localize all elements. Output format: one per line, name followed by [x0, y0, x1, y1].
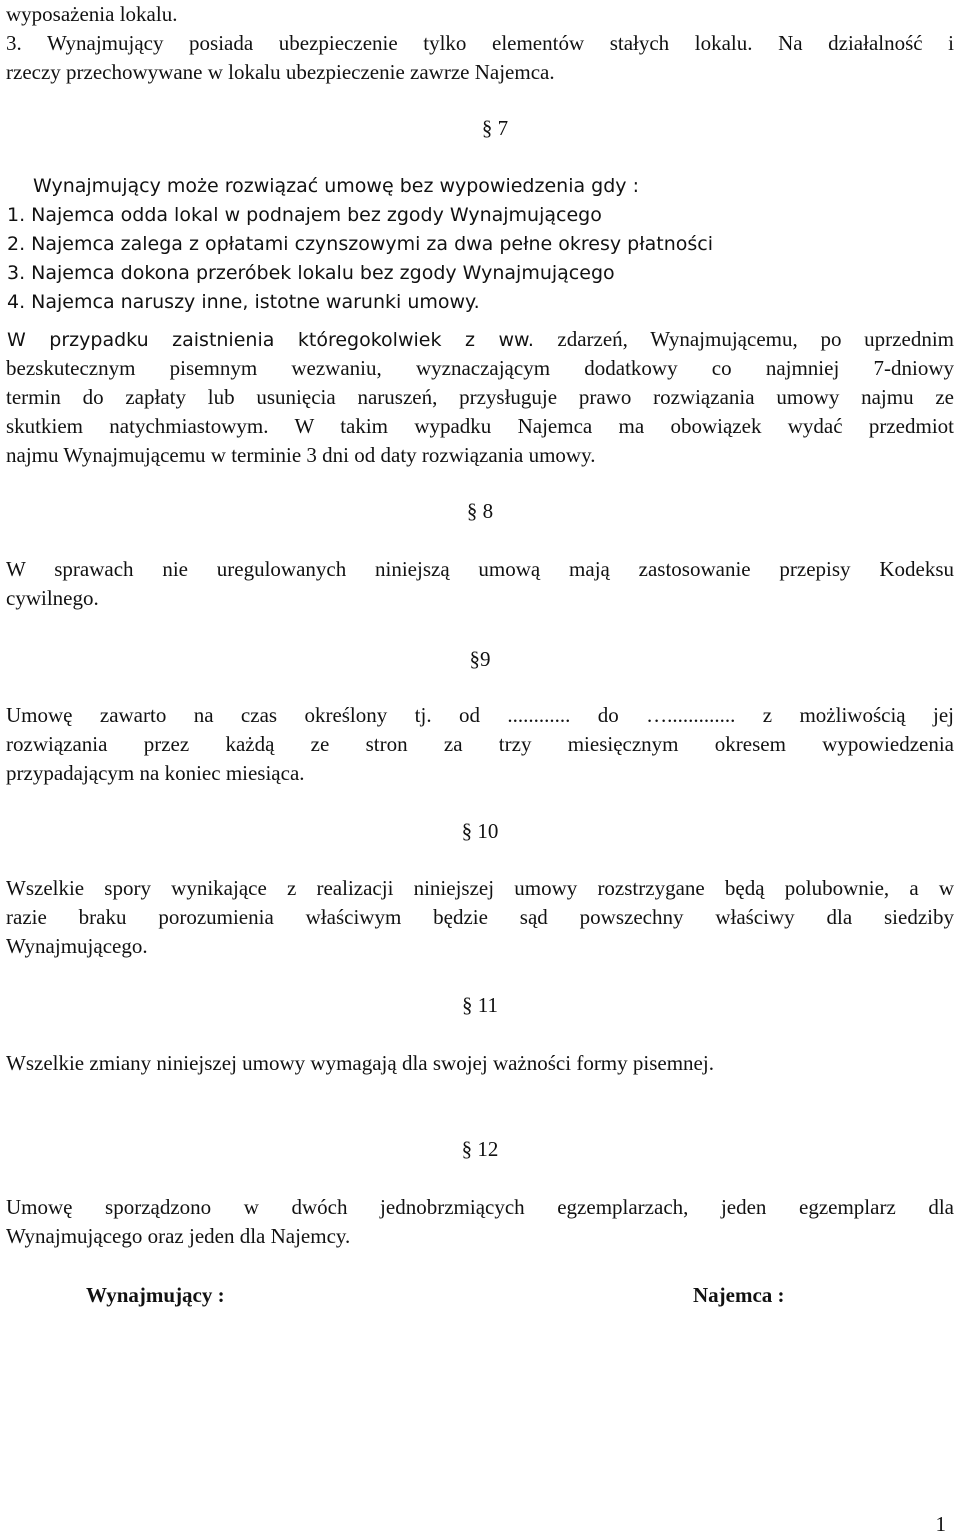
text-line: Wynajmujący może rozwiązać umowę bez wypowiedzenia gdy : [33, 175, 639, 197]
text-line: cywilnego. [6, 586, 99, 610]
text-line: wyposażenia lokalu. [6, 2, 178, 26]
text-line: rzeczy przechowywane w lokalu ubezpieczenie zawrze Najemca. [6, 60, 555, 84]
text-line: Wszelkie spory wynikające z realizacji niniejszej umowy rozstrzygane będą polubownie, a w [6, 876, 954, 900]
list-item: 1. Najemca odda lokal w podnajem bez zgody Wynajmującego [7, 204, 602, 226]
section-heading-8: § 8 [466, 499, 494, 523]
section-heading-11: § 11 [462, 993, 498, 1017]
text-line: Wynajmującego oraz jeden dla Najemcy. [6, 1224, 351, 1248]
text-line: termin do zapłaty lub usunięcia naruszeń, przysługuje prawo rozwiązania umowy najmu ze [6, 385, 954, 409]
list-item: 3. Najemca dokona przeróbek lokalu bez zgody Wynajmującego [7, 262, 615, 284]
text-line: bezskutecznym pisemnym wezwaniu, wyznaczającym dodatkowy co najmniej 7-dniowy [6, 356, 954, 380]
section-heading-9: §9 [469, 647, 491, 671]
page-number: 1 [935, 1512, 946, 1536]
text-line: przypadającym na koniec miesiąca. [6, 761, 305, 785]
text-line: skutkiem natychmiastowym. W takim wypadku Najemca ma obowiązek wydać przedmiot [6, 414, 954, 438]
text-line: rozwiązania przez każdą ze stron za trzy miesięcznym okresem wypowiedzenia [6, 732, 954, 756]
text-line: W przypadku zaistnienia któregokolwiek z ww. zdarzeń, Wynajmującemu, po uprzednim [7, 327, 954, 351]
section-heading-7: § 7 [481, 116, 509, 140]
list-item: 4. Najemca naruszy inne, istotne warunki umowy. [7, 291, 480, 313]
section-heading-10: § 10 [461, 819, 499, 843]
text-line: Umowę sporządzono w dwóch jednobrzmiących egzemplarzach, jeden egzemplarz dla [6, 1195, 954, 1219]
text-line: Umowę zawarto na czas określony tj. od ............ do …............. z możliwością jej [6, 703, 954, 727]
text-line: Wynajmującego. [6, 934, 148, 958]
section-heading-12: § 12 [461, 1137, 499, 1161]
text-line: W sprawach nie uregulowanych niniejszą umową mają zastosowanie przepisy Kodeksu [6, 557, 954, 581]
signature-label-landlord: Wynajmujący : [86, 1283, 225, 1307]
text-line: 3. Wynajmujący posiada ubezpieczenie tylko elementów stałych lokalu. Na działalność i [6, 31, 954, 55]
text-line: razie braku porozumienia właściwym będzie sąd powszechny właściwy dla siedziby [6, 905, 954, 929]
text-line: Wszelkie zmiany niniejszej umowy wymagają dla swojej ważności formy pisemnej. [6, 1051, 714, 1075]
signature-label-tenant: Najemca : [693, 1283, 785, 1307]
text-line: najmu Wynajmującemu w terminie 3 dni od daty rozwiązania umowy. [6, 443, 596, 467]
list-item: 2. Najemca zalega z opłatami czynszowymi za dwa pełne okresy płatności [7, 233, 714, 255]
